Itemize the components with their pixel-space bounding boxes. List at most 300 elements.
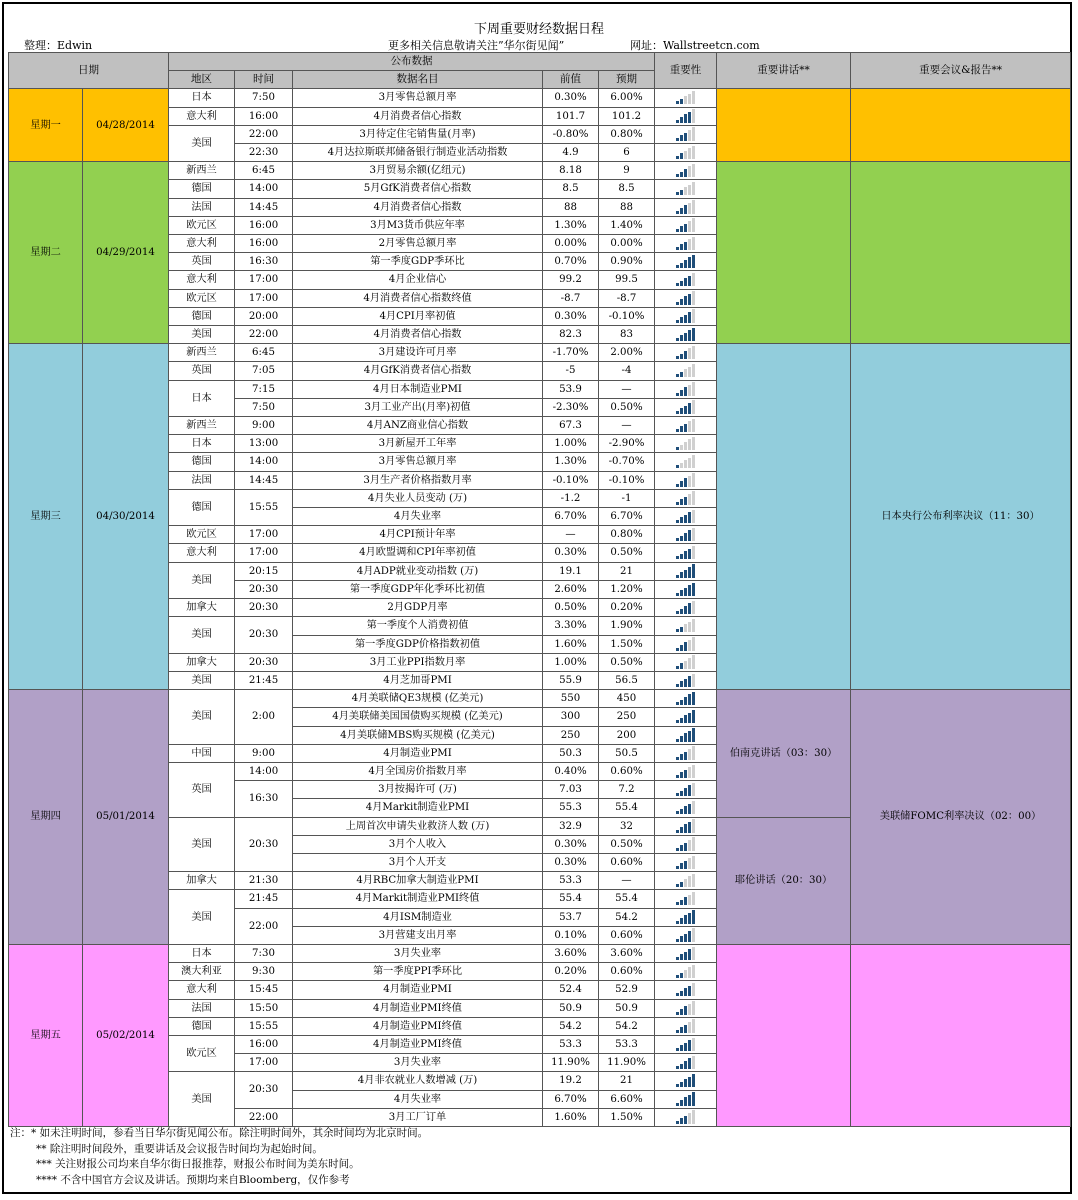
importance-cell [655,471,717,489]
indicator-name: 3月失业率 [293,944,543,962]
region-cell: 英国 [169,253,235,271]
prev-value: -0.80% [543,125,599,143]
prev-value: -5 [543,362,599,380]
prev-value: 7.03 [543,781,599,799]
time-cell: 20:30 [235,817,293,872]
schedule-table [8,52,1071,1127]
weekday-cell: 星期一 [9,89,83,162]
prev-value: 250 [543,726,599,744]
website-label: 网址：Wallstreetcn.com [630,39,760,52]
forecast-value: 21 [599,1072,655,1090]
meeting-cell [851,944,1071,1126]
prev-value: 11.90% [543,1054,599,1072]
signal-bars-icon [676,1092,696,1106]
time-cell: 15:55 [235,1017,293,1035]
signal-bars-icon [676,145,696,159]
time-cell: 9:00 [235,417,293,435]
importance-cell [655,599,717,617]
signal-bars-icon [676,673,696,687]
indicator-name: 4月CPI月率初值 [293,307,543,325]
importance-cell [655,1054,717,1072]
time-cell: 21:45 [235,671,293,689]
prev-value: 0.30% [543,89,599,107]
forecast-value: 0.60% [599,853,655,871]
signal-bars-icon [676,345,696,359]
prev-value: 3.60% [543,944,599,962]
indicator-name: 4月美联储美国国债购买规模 (亿美元) [293,708,543,726]
signal-bars-icon [676,363,696,377]
signal-bars-icon [676,1110,696,1124]
time-cell: 7:50 [235,398,293,416]
indicator-name: 4月制造业PMI终值 [293,1017,543,1035]
importance-cell [655,1017,717,1035]
region-cell: 美国 [169,326,235,344]
prev-value: 1.60% [543,635,599,653]
region-cell: 欧元区 [169,289,235,307]
time-cell: 2:00 [235,690,293,745]
time-cell: 6:45 [235,162,293,180]
time-cell: 6:45 [235,344,293,362]
prev-value: 50.3 [543,744,599,762]
meeting-cell: 日本央行公布利率决议（11：30） [851,344,1071,690]
importance-cell [655,653,717,671]
prev-value: 0.30% [543,853,599,871]
importance-cell [655,890,717,908]
forecast-value: 0.80% [599,125,655,143]
forecast-value: 50.9 [599,999,655,1017]
signal-bars-icon [676,1055,696,1069]
col-time: 时间 [235,71,293,89]
region-cell: 美国 [169,890,235,945]
importance-cell [655,380,717,398]
importance-cell [655,1090,717,1108]
importance-cell [655,1035,717,1053]
indicator-name: 3月生产者价格指数月率 [293,471,543,489]
region-cell: 日本 [169,89,235,107]
signal-bars-icon [676,855,696,869]
region-cell: 英国 [169,762,235,817]
signal-bars-icon [676,982,696,996]
region-cell: 美国 [169,125,235,161]
importance-cell [655,762,717,780]
weekday-cell: 星期三 [9,344,83,690]
footnotes [10,1126,428,1188]
region-cell: 意大利 [169,235,235,253]
indicator-name: 4月ISM制造业 [293,908,543,926]
prev-value: 82.3 [543,326,599,344]
importance-cell [655,617,717,635]
importance-cell [655,708,717,726]
indicator-name: 4月全国房价指数月率 [293,762,543,780]
forecast-value: -2.90% [599,435,655,453]
forecast-value: 6.70% [599,508,655,526]
importance-cell [655,690,717,708]
forecast-value: 6 [599,144,655,162]
forecast-value: -0.10% [599,307,655,325]
region-cell: 意大利 [169,544,235,562]
signal-bars-icon [676,564,696,578]
indicator-name: 第一季度PPI季环比 [293,963,543,981]
signal-bars-icon [676,309,696,323]
time-cell: 7:50 [235,89,293,107]
time-cell: 14:00 [235,453,293,471]
speech-cell [717,344,851,690]
time-cell: 15:45 [235,981,293,999]
region-cell: 美国 [169,562,235,598]
time-cell: 22:00 [235,326,293,344]
page-title: 下周重要财经数据日程 [473,22,604,37]
date-cell: 04/30/2014 [83,344,169,690]
prev-value: 52.4 [543,981,599,999]
importance-cell [655,635,717,653]
forecast-value: — [599,872,655,890]
importance-cell [655,271,717,289]
region-cell: 意大利 [169,981,235,999]
indicator-name: 第一季度GDP季环比 [293,253,543,271]
forecast-value: 52.9 [599,981,655,999]
table-row [9,344,1071,362]
indicator-name: 3月新屋开工年率 [293,435,543,453]
footnote-4: **** 不含中国官方会议及讲话。预期均来自Bloomberg，仅作参考 [36,1173,350,1186]
time-cell: 22:00 [235,1108,293,1126]
signal-bars-icon [676,545,696,559]
forecast-value: 55.4 [599,890,655,908]
prev-value: 88 [543,198,599,216]
indicator-name: 3月营建支出月率 [293,926,543,944]
forecast-value: 8.5 [599,180,655,198]
importance-cell [655,307,717,325]
forecast-value: 54.2 [599,908,655,926]
time-cell: 22:30 [235,144,293,162]
signal-bars-icon [676,655,696,669]
indicator-name: 3月贸易余额(亿纽元) [293,162,543,180]
importance-cell [655,744,717,762]
prev-value: 0.10% [543,926,599,944]
forecast-value: 101.2 [599,107,655,125]
prev-value: 53.9 [543,380,599,398]
prev-value: 53.3 [543,1035,599,1053]
signal-bars-icon [676,764,696,778]
time-cell: 21:45 [235,890,293,908]
region-cell: 美国 [169,817,235,872]
importance-cell [655,398,717,416]
time-cell: 22:00 [235,908,293,944]
time-cell: 14:45 [235,471,293,489]
time-cell: 16:00 [235,235,293,253]
importance-cell [655,344,717,362]
region-cell: 德国 [169,307,235,325]
meeting-cell: 美联储FOMC利率决议（02：00） [851,690,1071,945]
prev-value: 3.30% [543,617,599,635]
speech-cell: 耶伦讲话（20：30） [717,817,851,944]
date-cell: 05/02/2014 [83,944,169,1126]
prev-value: 8.18 [543,162,599,180]
indicator-name: 4月失业率 [293,508,543,526]
region-cell: 德国 [169,489,235,525]
indicator-name: 4月消费者信心指数 [293,198,543,216]
prev-value: 0.00% [543,235,599,253]
signal-bars-icon [676,90,696,104]
indicator-name: 4月Markit制造业PMI终值 [293,890,543,908]
prev-value: -1.2 [543,489,599,507]
signal-bars-icon [676,236,696,250]
indicator-name: 4月GfK消费者信心指数 [293,362,543,380]
importance-cell [655,489,717,507]
importance-cell [655,853,717,871]
importance-cell [655,326,717,344]
table-row [9,89,1071,107]
importance-cell [655,926,717,944]
importance-cell [655,435,717,453]
schedule-body [9,89,1071,1127]
prev-value: 4.9 [543,144,599,162]
indicator-name: 3月工厂订单 [293,1108,543,1126]
indicator-name: 2月零售总额月率 [293,235,543,253]
forecast-value: 1.20% [599,580,655,598]
region-cell: 德国 [169,1017,235,1035]
indicator-name: 3月工业PPI指数月率 [293,653,543,671]
indicator-name: 4月欧盟调和CPI年率初值 [293,544,543,562]
forecast-value: 32 [599,817,655,835]
region-cell: 英国 [169,362,235,380]
signal-bars-icon [676,582,696,596]
signal-bars-icon [676,1037,696,1051]
time-cell: 9:00 [235,744,293,762]
signal-bars-icon [676,782,696,796]
indicator-name: 上周首次申请失业救济人数 (万) [293,817,543,835]
follow-note: 更多相关信息敬请关注”华尔街见闻” [388,39,565,52]
region-cell: 意大利 [169,107,235,125]
importance-cell [655,1108,717,1126]
indicator-name: 3月M3货币供应年率 [293,216,543,234]
region-cell: 加拿大 [169,653,235,671]
signal-bars-icon [676,728,696,742]
indicator-name: 3月个人开支 [293,853,543,871]
signal-bars-icon [676,272,696,286]
forecast-value: 1.50% [599,1108,655,1126]
table-row [9,944,1071,962]
indicator-name: 3月失业率 [293,1054,543,1072]
time-cell: 16:00 [235,1035,293,1053]
indicator-name: 3月零售总额月率 [293,89,543,107]
importance-cell [655,963,717,981]
region-cell: 日本 [169,380,235,416]
importance-cell [655,453,717,471]
importance-cell [655,999,717,1017]
region-cell: 新西兰 [169,417,235,435]
speech-cell [717,162,851,344]
region-cell: 美国 [169,671,235,689]
time-cell: 14:00 [235,180,293,198]
forecast-value: 88 [599,198,655,216]
importance-cell [655,417,717,435]
time-cell: 20:30 [235,617,293,653]
time-cell: 7:30 [235,944,293,962]
time-cell: 13:00 [235,435,293,453]
prev-value: 32.9 [543,817,599,835]
forecast-value: -0.70% [599,453,655,471]
forecast-value: 1.50% [599,635,655,653]
signal-bars-icon [676,746,696,760]
indicator-name: 4月制造业PMI终值 [293,1035,543,1053]
prev-value: 19.1 [543,562,599,580]
indicator-name: 4月企业信心 [293,271,543,289]
signal-bars-icon [676,800,696,814]
time-cell: 17:00 [235,271,293,289]
forecast-value: 9 [599,162,655,180]
importance-cell [655,562,717,580]
forecast-value: 250 [599,708,655,726]
forecast-value: 99.5 [599,271,655,289]
region-cell: 日本 [169,944,235,962]
prev-value: 67.3 [543,417,599,435]
date-cell: 04/28/2014 [83,89,169,162]
forecast-value: 0.50% [599,544,655,562]
indicator-name: 4月Markit制造业PMI [293,799,543,817]
region-cell: 法国 [169,198,235,216]
importance-cell [655,89,717,107]
col-forecast: 预期 [599,71,655,89]
importance-cell [655,1072,717,1090]
forecast-value: 21 [599,562,655,580]
meeting-cell [851,162,1071,344]
region-cell: 欧元区 [169,1035,235,1071]
forecast-value: 0.50% [599,653,655,671]
indicator-name: 4月失业人员变动 (万) [293,489,543,507]
indicator-name: 4月ADP就业变动指数 (万) [293,562,543,580]
indicator-name: 4月美联储QE3规模 (亿美元) [293,690,543,708]
signal-bars-icon [676,327,696,341]
prev-value: 0.30% [543,307,599,325]
prev-value: 55.3 [543,799,599,817]
time-cell: 14:45 [235,198,293,216]
col-speech: 重要讲话** [717,53,851,89]
forecast-value: — [599,380,655,398]
signal-bars-icon [676,637,696,651]
signal-bars-icon [676,928,696,942]
forecast-value: — [599,417,655,435]
time-cell: 21:30 [235,872,293,890]
time-cell: 20:30 [235,580,293,598]
col-name: 数据名目 [293,71,543,89]
forecast-value: 7.2 [599,781,655,799]
importance-cell [655,216,717,234]
prev-value: 53.3 [543,872,599,890]
col-region: 地区 [169,71,235,89]
region-cell: 美国 [169,1072,235,1127]
importance-cell [655,908,717,926]
prev-value: 0.70% [543,253,599,271]
time-cell: 20:00 [235,307,293,325]
indicator-name: 3月按揭许可 (万) [293,781,543,799]
prev-value: — [543,526,599,544]
forecast-value: 0.80% [599,526,655,544]
indicator-name: 第一季度GDP年化季环比初值 [293,580,543,598]
importance-cell [655,289,717,307]
forecast-value: -8.7 [599,289,655,307]
region-cell: 意大利 [169,271,235,289]
indicator-name: 4月ANZ商业信心指数 [293,417,543,435]
date-cell: 05/01/2014 [83,690,169,945]
indicator-name: 4月RBC加拿大制造业PMI [293,872,543,890]
prev-value: 99.2 [543,271,599,289]
signal-bars-icon [676,819,696,833]
forecast-value: 6.60% [599,1090,655,1108]
importance-cell [655,253,717,271]
col-date: 日期 [9,53,169,89]
time-cell: 20:15 [235,562,293,580]
time-cell: 15:50 [235,999,293,1017]
forecast-value: 0.90% [599,253,655,271]
footnote-2: ** 除注明时间段外，重要讲话及会议报告时间均为起始时间。 [36,1142,323,1155]
forecast-value: 0.20% [599,599,655,617]
signal-bars-icon [676,618,696,632]
time-cell: 16:30 [235,253,293,271]
col-prev: 前值 [543,71,599,89]
signal-bars-icon [676,181,696,195]
signal-bars-icon [676,709,696,723]
forecast-value: 1.40% [599,216,655,234]
signal-bars-icon [676,1001,696,1015]
indicator-name: 4月CPI预计年率 [293,526,543,544]
importance-cell [655,835,717,853]
indicator-name: 3月建设许可月率 [293,344,543,362]
prev-value: 1.00% [543,435,599,453]
signal-bars-icon [676,127,696,141]
indicator-name: 4月消费者信心指数 [293,326,543,344]
signal-bars-icon [676,491,696,505]
time-cell: 16:00 [235,107,293,125]
col-release: 公布数据 [169,53,655,71]
prev-value: 1.60% [543,1108,599,1126]
forecast-value: 6.00% [599,89,655,107]
indicator-name: 4月制造业PMI终值 [293,999,543,1017]
signal-bars-icon [676,254,696,268]
indicator-name: 3月个人收入 [293,835,543,853]
signal-bars-icon [676,691,696,705]
time-cell: 20:30 [235,653,293,671]
time-cell: 17:00 [235,526,293,544]
forecast-value: 450 [599,690,655,708]
prev-value: 1.30% [543,216,599,234]
signal-bars-icon [676,454,696,468]
importance-cell [655,107,717,125]
editor-credit: 整理：Edwin [24,39,93,52]
forecast-value: 2.00% [599,344,655,362]
footnote-1: 注：* 如未注明时间，参看当日华尔街见闻公布。除注明时间外，其余时间均为北京时间。 [10,1127,429,1139]
prev-value: 0.30% [543,835,599,853]
prev-value: 300 [543,708,599,726]
forecast-value: 11.90% [599,1054,655,1072]
forecast-value: 54.2 [599,1017,655,1035]
weekday-cell: 星期二 [9,162,83,344]
col-importance: 重要性 [655,53,717,89]
importance-cell [655,799,717,817]
importance-cell [655,817,717,835]
region-cell: 欧元区 [169,216,235,234]
prev-value: 50.9 [543,999,599,1017]
weekday-cell: 星期四 [9,690,83,945]
prev-value: 1.30% [543,453,599,471]
importance-cell [655,526,717,544]
importance-cell [655,872,717,890]
signal-bars-icon [676,218,696,232]
region-cell: 法国 [169,471,235,489]
speech-cell [717,89,851,162]
region-cell: 德国 [169,180,235,198]
prev-value: 2.60% [543,580,599,598]
signal-bars-icon [676,509,696,523]
